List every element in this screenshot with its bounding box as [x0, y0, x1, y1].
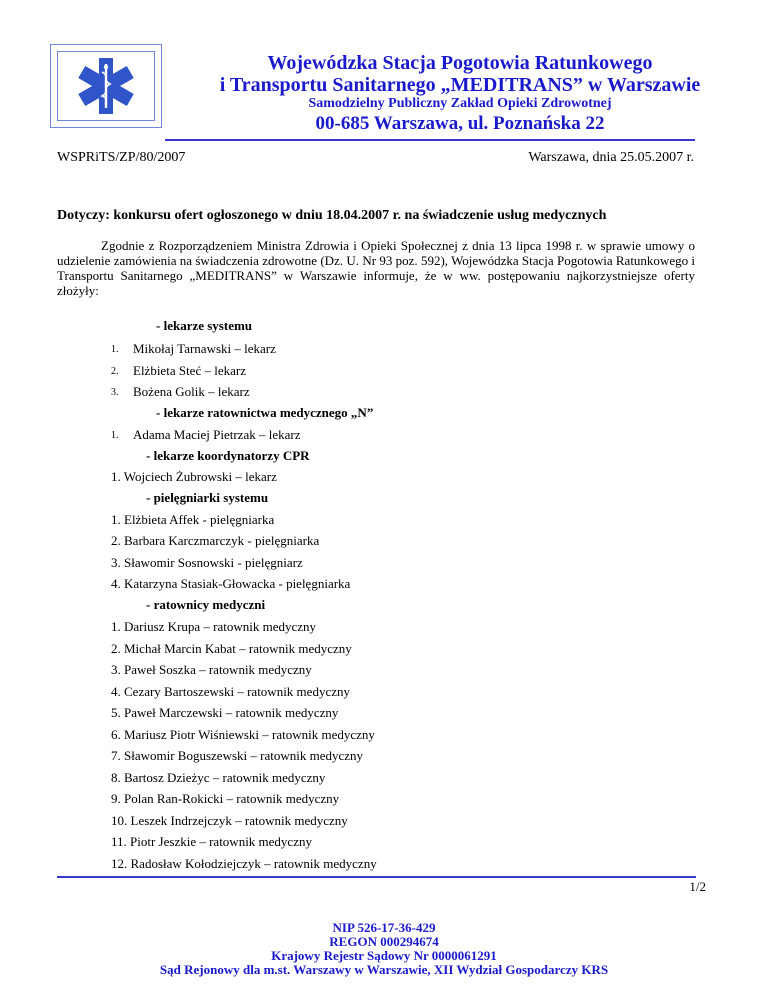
- list-item: Bożena Golik – lekarz: [133, 384, 250, 399]
- list-item: 1. Wojciech Żubrowski – lekarz: [111, 469, 277, 484]
- body-paragraph: Zgodnie z Rozporządzeniem Ministra Zdrowia i Opieki Społecznej z dnia 13 lipca 1998 r. w sprawie umowy o udzielenie zamówienia na świadczenia zdrowotne (Dz. U. Nr 93 poz. 592), Wojewódzka Stacja Pogotowia Ratunkowego i Transportu Sanitarnego „MEDITRANS” w Warszawie informuje, że w ww. postępowaniu najkorzystniejsze oferty złożyły:: [57, 238, 695, 298]
- reference-number: WSPRiTS/ZP/80/2007: [57, 150, 186, 165]
- list-item: 2. Michał Marcin Kabat – ratownik medyczny: [111, 641, 352, 656]
- star-of-life-icon: [58, 52, 154, 120]
- header-rule: [165, 139, 695, 141]
- section-title: - ratownicy medyczni: [146, 597, 266, 612]
- list-item: Mikołaj Tarnawski – lekarz: [133, 341, 276, 356]
- list-item: 3. Paweł Soszka – ratownik medyczny: [111, 662, 312, 677]
- header-subtitle: i Transportu Sanitarnego „MEDITRANS” w Warszawie: [219, 74, 701, 96]
- list-item: 10. Leszek Indrzejczyk – ratownik medyczny: [111, 813, 348, 828]
- list-item: 7. Sławomir Boguszewski – ratownik medyczny: [111, 748, 364, 763]
- list-item: 2. Barbara Karczmarczyk - pielęgniarka: [111, 533, 320, 548]
- header-title: Wojewódzka Stacja Pogotowia Ratunkowego: [267, 52, 653, 74]
- list-item: 5. Paweł Marczewski – ratownik medyczny: [111, 705, 339, 720]
- list-item: 12. Radosław Kołodziejczyk – ratownik medyczny: [111, 856, 377, 871]
- section-title: - lekarze ratownictwa medycznego „N”: [156, 405, 374, 420]
- page-number: 1/2: [689, 879, 706, 894]
- list-item: 11. Piotr Jeszkie – ratownik medyczny: [111, 834, 312, 849]
- logo: [50, 44, 162, 128]
- list-item: 4. Katarzyna Stasiak-Głowacka - pielęgniarka: [111, 576, 351, 591]
- header-address: 00-685 Warszawa, ul. Poznańska 22: [315, 113, 605, 134]
- section-title: - lekarze koordynatorzy CPR: [146, 448, 310, 463]
- footer-krs: Krajowy Rejestr Sądowy Nr 0000061291: [271, 948, 497, 963]
- list-item-number: 1.: [111, 344, 119, 355]
- section-title: - pielęgniarki systemu: [146, 490, 269, 505]
- subject-line: Dotyczy: konkursu ofert ogłoszonego w dniu 18.04.2007 r. na świadczenie usług medycznych: [57, 208, 607, 223]
- list-item: 3. Sławomir Sosnowski - pielęgniarz: [111, 555, 303, 570]
- list-item: 6. Mariusz Piotr Wiśniewski – ratownik medyczny: [111, 727, 375, 742]
- list-item: 8. Bartosz Dzieżyc – ratownik medyczny: [111, 770, 326, 785]
- footer-rule: [57, 876, 696, 878]
- document-date: Warszawa, dnia 25.05.2007 r.: [528, 150, 694, 165]
- list-item-number: 3.: [111, 387, 119, 398]
- list-item: 1. Dariusz Krupa – ratownik medyczny: [111, 619, 317, 634]
- list-item: 1. Elżbieta Affek - pielęgniarka: [111, 512, 275, 527]
- footer-nip: NIP 526-17-36-429: [332, 920, 436, 935]
- list-item: Adama Maciej Pietrzak – lekarz: [133, 427, 301, 442]
- footer-regon: REGON 000294674: [329, 934, 439, 949]
- list-item-number: 1.: [111, 430, 119, 441]
- section-title: - lekarze systemu: [156, 318, 253, 333]
- list-item: Elżbieta Steć – lekarz: [133, 363, 246, 378]
- list-item: 9. Polan Ran-Rokicki – ratownik medyczny: [111, 791, 340, 806]
- list-item-number: 2.: [111, 366, 119, 377]
- list-item: 4. Cezary Bartoszewski – ratownik medyczny: [111, 684, 350, 699]
- header-org-type: Samodzielny Publiczny Zakład Opieki Zdrowotnej: [308, 96, 612, 111]
- footer-court: Sąd Rejonowy dla m.st. Warszawy w Warszawie, XII Wydział Gospodarczy KRS: [159, 962, 609, 977]
